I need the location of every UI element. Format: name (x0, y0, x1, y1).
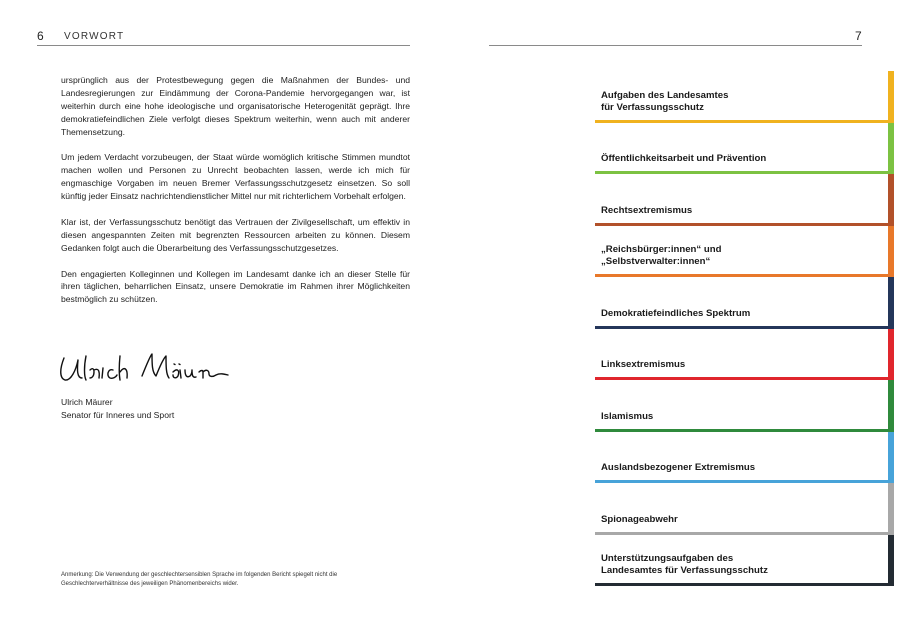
toc-item-linksextremismus[interactable] (595, 329, 894, 381)
toc-color-tab (888, 535, 894, 587)
toc-color-tab (888, 483, 894, 535)
toc-item-label (601, 359, 685, 371)
signer-title: Senator für Inneres und Sport (61, 410, 175, 420)
paragraph: ursprünglich aus der Protestbewegung gegen die Maßnahmen der Bundes- und Landesregierungen zur Eindämmung der Corona-Pandemie hervorgegangen war, ist weiterhin durch eine hohe ideologische und organisatorische Heterogenität geprägt. Ihre demokratiefeindlichen Ziele verfolgt dieses Spektrum weiterhin, wenn auch mit anderer Themensetzung. (61, 75, 410, 137)
toc-item-rechtsextremismus[interactable] (595, 174, 894, 226)
toc-item-demokratiefeindlich[interactable] (595, 277, 894, 329)
paragraph: Klar ist, der Verfassungsschutz benötigt das Vertrauen der Zivilgesellschaft, um effektiv in diesen angespannten Zeiten mit begrenzten Ressourcen arbeiten zu können. Diesem Gedanken folgt auch die Überarbeitung des Verfassungsschutzgesetzes. (61, 216, 410, 253)
toc-label-line: Islamismus (601, 410, 654, 422)
paragraph: Um jedem Verdacht vorzubeugen, der Staat würde womöglich kritische Stimmen mundtot machen wollen und Personen zu Unrecht beobachten lassen, werde ich mich für engmaschige Vorgaben im neuen Bremer Verfassungsschutzgesetz einsetzen. So soll künftig jeder Einsatz nachrichtendienstlicher Mittel nur mit richterlichem Vorbehalt erfolgen. (61, 152, 410, 202)
foreword-text (61, 74, 410, 319)
toc-color-tab (888, 123, 894, 175)
toc-label-line: Rechtsextremismus (601, 204, 693, 216)
left-page-number: 6 (37, 29, 44, 43)
toc-item-islamismus[interactable] (595, 380, 894, 432)
toc-label-line: Linksextremismus (601, 359, 686, 370)
toc-item-label (601, 411, 653, 423)
signer-name: Ulrich Mäurer (61, 397, 113, 407)
toc-item-label (601, 514, 678, 526)
toc-color-tab (888, 226, 894, 278)
toc-item-oeffentlichkeitsarbeit[interactable] (595, 123, 894, 175)
toc-label-line: Spionageabwehr (601, 513, 678, 525)
toc-label-line: Demokratiefeindliches Spektrum (601, 307, 751, 319)
handwritten-signature (56, 350, 231, 391)
right-page-number: 7 (855, 29, 862, 43)
section-title: VORWORT (64, 31, 125, 42)
toc-label-line: „Selbstverwalter:innen“ (601, 256, 711, 267)
toc-label-line: Unterstützungsaufgaben des (601, 553, 734, 564)
toc-color-tab (888, 380, 894, 432)
toc-color-tab (888, 329, 894, 381)
toc-item-label (601, 308, 750, 320)
toc-item-label (601, 205, 692, 217)
toc-label-line: „Reichsbürger:innen“ und (601, 244, 722, 255)
toc-item-spionageabwehr[interactable] (595, 483, 894, 535)
toc-label-line: Auslandsbezogener Extremismus (601, 462, 756, 473)
toc-label-line: Aufgaben des Landesamtes (601, 89, 729, 101)
toc-label-line: Öffentlichkeitsarbeit und Prävention (601, 153, 767, 164)
header-rule-right (489, 45, 862, 46)
toc-item-label (601, 244, 721, 268)
toc-color-tab (888, 174, 894, 226)
toc-color-tab (888, 432, 894, 484)
toc-color-tab (888, 71, 894, 123)
toc-label-line: Landesamtes für Verfassungsschutz (601, 565, 768, 576)
toc-item-reichsbuerger[interactable] (595, 226, 894, 278)
toc-item-label (601, 553, 768, 577)
header-rule-left (37, 45, 410, 46)
footnote (61, 571, 381, 588)
paragraph: Den engagierten Kolleginnen und Kollegen im Landesamt danke ich an dieser Stelle für ihren täglichen, beharrlichen Einsatz, unsere Demokratie im Rahmen ihrer Möglichkeiten bestmöglich zu schützen. (61, 268, 410, 305)
toc-item-aufgaben[interactable] (595, 71, 894, 123)
signer-block (61, 396, 174, 422)
footnote-line: Geschlechterverhältnisse des jeweiligen Phänomenbereichs wider. (61, 580, 239, 587)
toc-item-label (601, 153, 766, 165)
toc-item-unterstuetzung[interactable] (595, 535, 894, 587)
footnote-line: Anmerkung: Die Verwendung der geschlechtersensiblen Sprache im folgenden Bericht spiegelt nicht die (61, 572, 338, 578)
toc-item-label (601, 90, 728, 114)
toc-color-line (595, 583, 894, 586)
toc-item-label (601, 462, 755, 474)
toc-color-tab (888, 277, 894, 329)
toc-item-auslandsbezogen[interactable] (595, 432, 894, 484)
toc-label-line: für Verfassungsschutz (601, 101, 704, 113)
